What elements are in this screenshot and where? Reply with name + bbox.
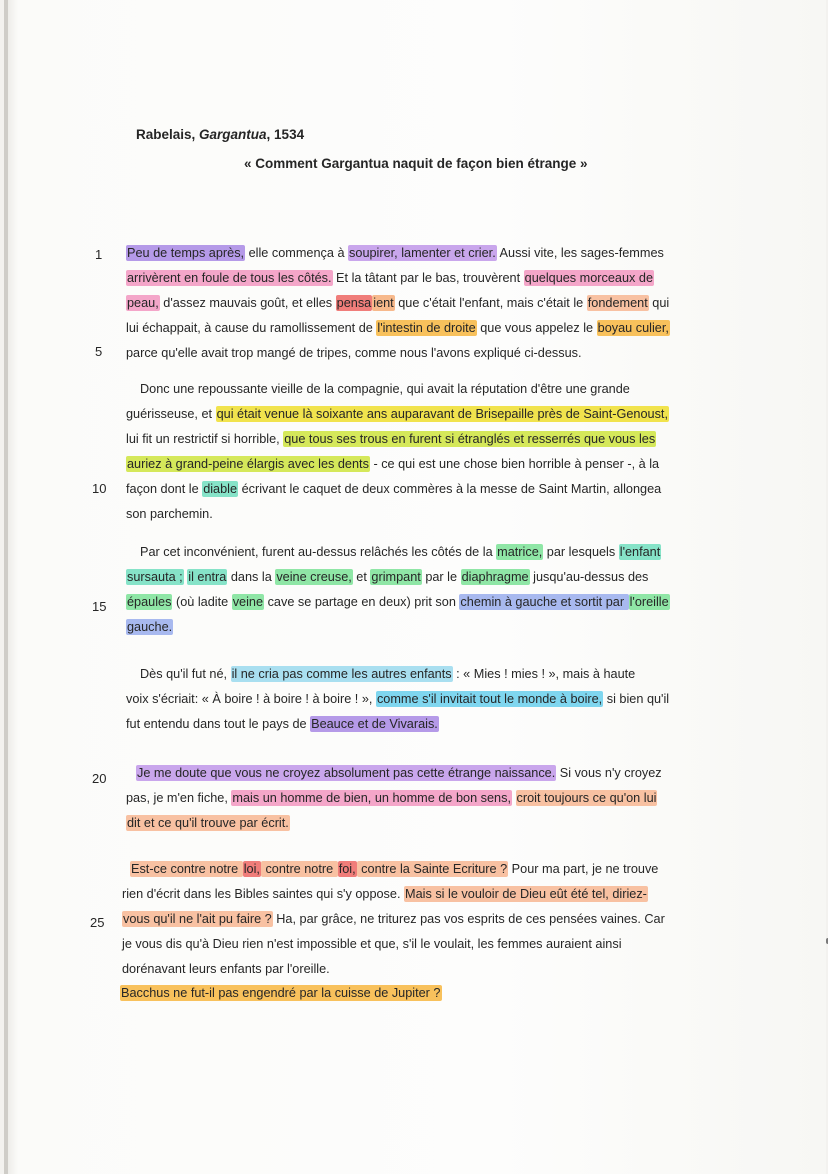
text-line [122, 908, 665, 930]
text-line [126, 403, 669, 425]
highlight: que tous ses trous en furent si étranglés et resserrés que vous les [284, 432, 656, 446]
text-run: elle commença à [245, 246, 349, 260]
text-run: et [352, 570, 371, 584]
text-run: dorénavant leurs enfants par l'oreille. [122, 962, 330, 976]
highlight: qui était venue là soixante ans auparavant de Brisepaille près de Saint-Genoust, [216, 407, 668, 421]
text-line [126, 478, 661, 500]
text-line [126, 787, 657, 809]
line-number: 1 [95, 247, 103, 262]
text-line [126, 342, 582, 364]
highlight: Mais si le vouloir de Dieu eût été tel, diriez- [405, 887, 647, 901]
highlight: épaules [127, 595, 172, 609]
text-run: guérisseuse, et [126, 407, 216, 421]
highlight: grimpant [371, 570, 421, 584]
text-line [126, 566, 648, 588]
highlight: mais un homme de bien, un homme de bon sens, [232, 791, 511, 805]
text-run: parce qu'elle avait trop mangé de tripes, comme nous l'avons expliqué ci-dessus. [126, 346, 582, 360]
text-line [126, 267, 654, 289]
highlight: ient [373, 296, 394, 310]
text-line [122, 933, 622, 955]
highlight: fondement [587, 296, 648, 310]
text-line [126, 591, 670, 613]
text-line [140, 663, 635, 685]
text-run: Si vous n'y croyez [556, 766, 662, 780]
text-run: Par cet inconvénient, furent au-dessus relâchés les côtés de la [140, 545, 497, 559]
highlight: gauche. [127, 620, 173, 634]
text-line [122, 958, 330, 980]
text-run: cave se partage en deux) prit son [264, 595, 460, 609]
highlight: l'intestin de droite [377, 321, 476, 335]
text-run: - ce qui est une chose bien horrible à penser -, à la [369, 457, 660, 471]
text-run: par lesquels [543, 545, 619, 559]
text-run: dans la [227, 570, 276, 584]
text-run: voix s'écriait: « À boire ! à boire ! à boire ! », [126, 692, 376, 706]
text-run: (où ladite [172, 595, 232, 609]
text-run: écrivant le caquet de deux commères à la messe de Saint Martin, allongea [238, 482, 662, 496]
text-line [126, 317, 670, 339]
text-run: Ha, par grâce, ne triturez pas vos esprits de ces pensées vaines. Car [272, 912, 665, 926]
highlight: loi, [243, 862, 260, 876]
line-number: 5 [95, 344, 103, 359]
highlight: contre notre [261, 862, 337, 876]
highlight: l'enfant [619, 545, 661, 559]
text-line [140, 541, 661, 563]
text-run: rien d'écrit dans les Bibles saintes qui s'y oppose. [122, 887, 405, 901]
line-number: 10 [92, 481, 107, 496]
highlight: comme s'il invitait tout le monde à boire, [376, 692, 603, 706]
highlight: chemin à gauche et sortit par [460, 595, 628, 609]
text-line [126, 616, 173, 638]
highlight: arrivèrent en foule de tous les côtés. [127, 271, 332, 285]
highlight: contre la Sainte Ecriture ? [357, 862, 508, 876]
text-run: lui échappait, à cause du ramollissement de [126, 321, 377, 335]
highlight: peau, [127, 296, 159, 310]
excerpt-title: « Comment Gargantua naquit de façon bien étrange » [244, 156, 588, 171]
highlight: diaphragme [461, 570, 529, 584]
text-run: d'assez mauvais goût, et elles [159, 296, 336, 310]
text-line [126, 713, 439, 735]
text-line [126, 292, 669, 314]
highlight: Bacchus ne fut-il pas engendré par la cuisse de Jupiter ? [121, 986, 441, 1000]
text-run: je vous dis qu'à Dieu rien n'est impossible et que, s'il le voulait, les femmes auraient ainsi [122, 937, 622, 951]
text-run: que c'était l'enfant, mais c'était le [394, 296, 587, 310]
page-edge [4, 0, 8, 1174]
highlight: auriez à grand-peine élargis avec les dents [127, 457, 369, 471]
line-number: 15 [92, 599, 107, 614]
highlight: Je me doute que vous ne croyez absolument pas cette étrange naissance. [137, 766, 556, 780]
highlight: veine creuse, [276, 570, 352, 584]
text-line [120, 982, 442, 1004]
text-run: qui [648, 296, 670, 310]
highlight: dit et ce qu'il trouve par écrit. [127, 816, 289, 830]
publication-year: , 1534 [266, 127, 305, 142]
highlight: foi, [338, 862, 356, 876]
highlight: Est-ce contre notre [131, 862, 242, 876]
highlight: il entra [188, 570, 227, 584]
text-run: Et la tâtant par le bas, trouvèrent [332, 271, 524, 285]
line-number: 25 [90, 915, 105, 930]
text-run: fut entendu dans tout le pays de [126, 717, 311, 731]
text-run [512, 791, 516, 805]
text-line [122, 883, 648, 905]
text-run: : « Mies ! mies ! », mais à haute [452, 667, 636, 681]
author-line [136, 127, 304, 142]
text-line [126, 503, 213, 525]
text-line [126, 812, 290, 834]
text-run: jusqu'au-dessus des [529, 570, 649, 584]
highlight: l'oreille [629, 595, 669, 609]
text-line [136, 762, 662, 784]
text-line [126, 453, 659, 475]
text-line [130, 858, 658, 880]
text-line [126, 242, 664, 264]
text-run: Pour ma part, je ne trouve [508, 862, 659, 876]
text-run: Aussi vite, les sages-femmes [496, 246, 664, 260]
text-run: Dès qu'il fut né, [140, 667, 231, 681]
highlight: Peu de temps après, [127, 246, 245, 260]
text-run: pas, je m'en fiche, [126, 791, 232, 805]
text-run: si bien qu'il [603, 692, 670, 706]
highlight: sursauta ; [127, 570, 183, 584]
text-line [126, 688, 669, 710]
text-run: que vous appelez le [476, 321, 597, 335]
highlight: soupirer, lamenter et crier. [349, 246, 496, 260]
text-run: son parchemin. [126, 507, 213, 521]
work-title: Gargantua [199, 127, 267, 142]
highlight: il ne cria pas comme les autres enfants [231, 667, 452, 681]
document-page [4, 0, 826, 1174]
highlight: croit toujours ce qu'on lui [516, 791, 657, 805]
highlight: diable [203, 482, 238, 496]
text-run: lui fit un restrictif si horrible, [126, 432, 284, 446]
highlight: veine [232, 595, 264, 609]
author-name: Rabelais, [136, 127, 200, 142]
text-run: façon dont le [126, 482, 203, 496]
highlight: matrice, [497, 545, 543, 559]
highlight: boyau culier, [597, 321, 669, 335]
highlight: vous qu'il ne l'ait pu faire ? [123, 912, 272, 926]
highlight: pensa [336, 296, 372, 310]
highlight: Beauce et de Vivarais. [311, 717, 438, 731]
highlight: quelques morceaux de [524, 271, 654, 285]
text-run: Donc une repoussante vieille de la compagnie, qui avait la réputation d'être une grande [140, 382, 630, 396]
line-number: 20 [92, 771, 107, 786]
text-run: par le [421, 570, 461, 584]
text-line [140, 378, 630, 400]
text-line [126, 428, 656, 450]
